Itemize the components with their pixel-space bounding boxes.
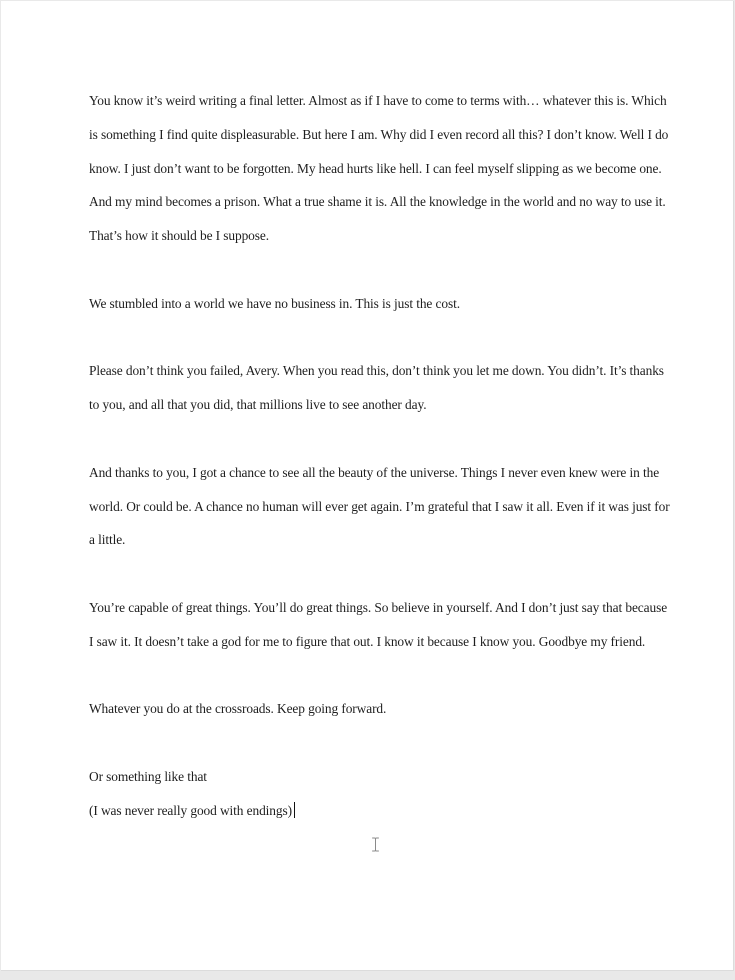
paragraph-7: Or something like that [89,768,207,784]
document-page[interactable] [1,1,734,971]
paragraph-4: And thanks to you, I got a chance to see all the beauty of the universe. Things I never even knew were in the world. Or could be. A chance no human will ever get again. I’m grateful that I saw it all. Even if it was just for a little. [89,464,670,548]
paragraph-6: Whatever you do at the crossroads. Keep going forward. [89,701,387,717]
text-cursor-icon [371,837,380,852]
text-caret [294,802,295,818]
paragraph-8-text: (I was never really good with endings) [89,802,292,818]
paragraph-8 [89,794,674,828]
paragraph-3: Please don’t think you failed, Avery. When you read this, don’t think you let me down. You didn’t. It’s thanks to you, and all that you did, that millions live to see another day. [89,363,664,413]
paragraph-5: You’re capable of great things. You’ll do great things. So believe in yourself. And I don’t just say that because I saw it. It doesn’t take a god for me to figure that out. I know it because I know you. Goodbye my friend. [89,599,668,649]
paragraph-1: You know it’s weird writing a final letter. Almost as if I have to come to terms with… whatever this is. Which is something I find quite displeasurable. But here I am. Why did I even record all this? I don’t know. Well I do know. I just don’t want to be forgotten. My head hurts like hell. I can feel myself slipping as we become one. And my mind becomes a prison. What a true shame it is. All the knowledge in the world and no way to use it. That’s how it should be I suppose. [89,93,669,244]
paragraph-2: We stumbled into a world we have no business in. This is just the cost. [89,295,460,311]
document-body[interactable] [89,84,674,828]
